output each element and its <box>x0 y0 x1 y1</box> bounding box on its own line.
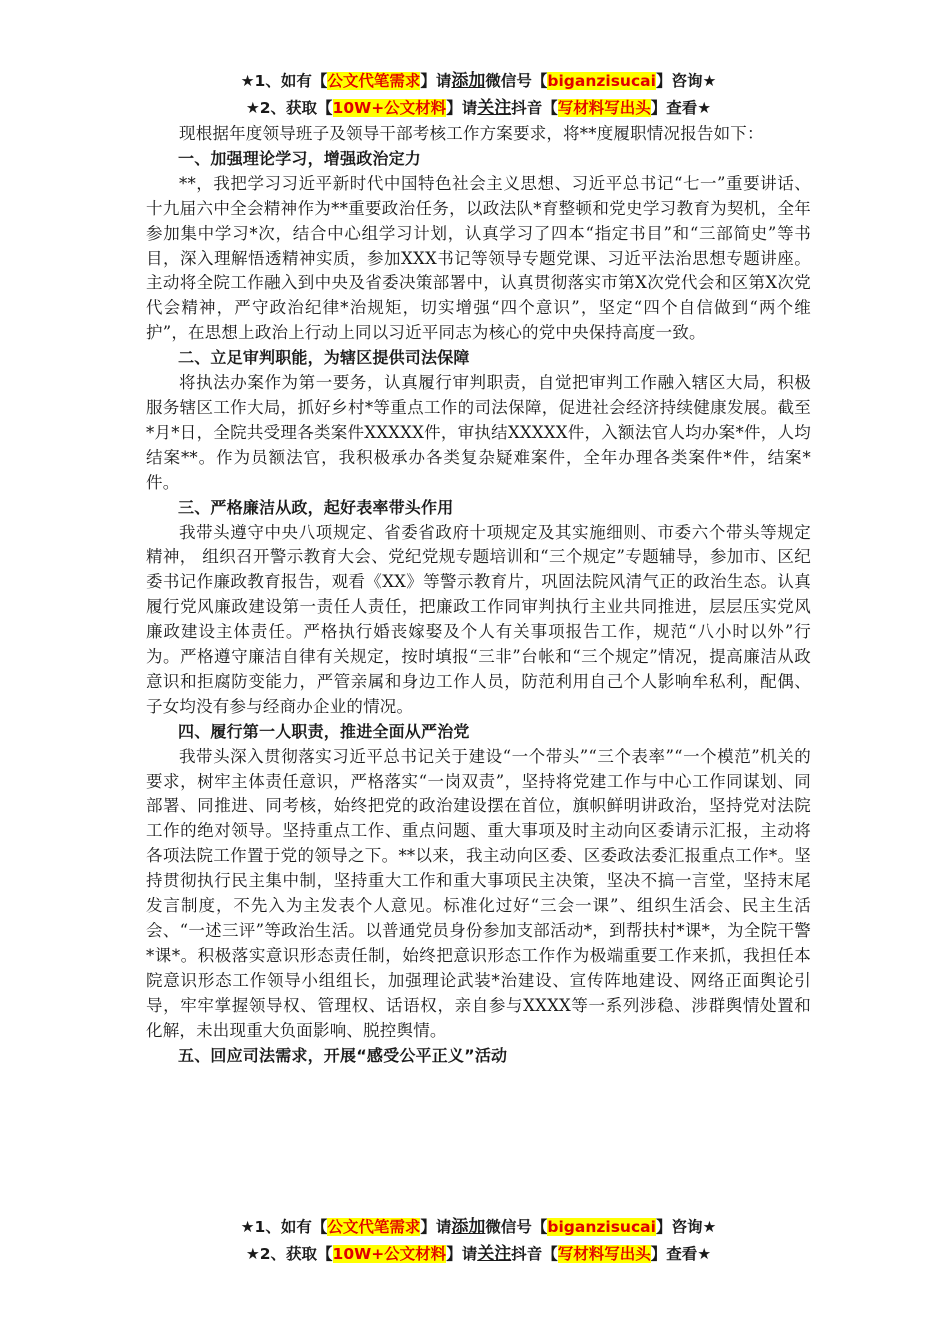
document-page <box>146 68 811 1068</box>
banner-highlight: 10W+公文材料 <box>332 1245 447 1263</box>
banner-text: 抖音【 <box>511 99 558 117</box>
section-paragraph: **，我把学习习近平新时代中国特色社会主义思想、习近平总书记“七一”重要讲话、十九届六中全会精神作为**重要政治任务，以政法队*育整顿和党史学习教育为契机，全年参加集中学习*次，结合中心组学习计划，认真学习了四本“指定书目”和“三部简史”等书目，深入理解悟透精神实质，参加XXX书记等领导专题党课、习近平法治思想专题讲座。主动将全院工作融入到中央及省委决策部署中，认真贯彻落实市第X次党代会和区第X次党代会精神，严守政治纪律*治规矩，切实增强“四个意识”，坚定“四个自信做到“两个维护”，在思想上政治上行动上同以习近平同志为核心的党中央保持高度一致。 <box>146 173 811 343</box>
banner-text: 微信号【 <box>485 1218 548 1236</box>
banner-underline: 添加 <box>451 1217 486 1237</box>
banner-text: ★2、获取【 <box>245 99 333 117</box>
banner-text: ★1、如有【 <box>240 1218 328 1236</box>
banner-line-2 <box>146 1241 811 1268</box>
section-paragraph: 我带头遵守中央八项规定、省委省政府十项规定及其实施细则、市委六个带头等规定精神， 组织召开警示教育大会、党纪党规专题培训和“三个规定”专题辅导，参加市、区纪委书记作廉政教育报告，观看《XX》等警示教育片，巩固法院风清气正的政治生态。认真履行党风廉政建设第一责任人责任，把廉政工作同审判执行主业共同推进，层层压实党风廉政建设主体责任。严格执行婚丧嫁娶及个人有关事项报告工作，规范“八小时以外”行为。严格遵守廉洁自律有关规定，按时填报“三非”台帐和“三个规定”情况，提高廉洁从政意识和拒腐防变能力，严管亲属和身边工作人员，防范利用自己个人影响牟私利，配偶、子女均没有参与经商办企业的情况。 <box>146 522 811 716</box>
banner-text: 】咨询★ <box>655 1218 717 1236</box>
banner-line-1 <box>146 68 811 95</box>
banner-text: 】咨询★ <box>655 72 717 90</box>
section-heading: 二、立足审判职能，为辖区提供司法保障 <box>178 348 470 368</box>
bottom-banner <box>146 1214 811 1268</box>
banner-text: ★2、获取【 <box>245 1245 333 1263</box>
banner-highlight: 10W+公文材料 <box>332 99 447 117</box>
banner-underline: 添加 <box>451 71 486 91</box>
banner-highlight: 写材料写出头 <box>557 99 651 117</box>
banner-highlight: 公文代笔需求 <box>327 72 421 90</box>
banner-highlight: biganzisucai <box>547 1218 656 1236</box>
banner-text: 】请 <box>446 1245 478 1263</box>
top-banner <box>146 68 811 122</box>
banner-text: 】查看★ <box>650 1245 712 1263</box>
section-paragraph: 我带头深入贯彻落实习近平总书记关于建设“一个带头”“三个表率”“一个模范”机关的要求，树牢主体责任意识，严格落实“一岗双责”，坚持将党建工作与中心工作同谋划、同部署、同推进、同考核，始终把党的政治建设摆在首位，旗帜鲜明讲政治，坚持党对法院工作的绝对领导。坚持重点工作、重点问题、重大事项及时主动向区委请示汇报，主动将各项法院工作置于党的领导之下。**以来，我主动向区委、区委政法委汇报重点工作*。坚持贯彻执行民主集中制，坚持重大工作和重大事项民主决策，坚决不搞一言堂，坚持末尾发言制度，不先入为主发表个人意见。标准化过好“三会一课”、组织生活会、民主生活会、“一述三评”等政治生活。以普通党员身份参加支部活动*，到帮扶村*课*，为全院干警*课*。积极落实意识形态责任制，始终把意识形态工作作为极端重要工作来抓，我担任本院意识形态工作领导小组组长，加强理论武装*治建设、宣传阵地建设、网络正面舆论引导，牢牢掌握领导权、管理权、话语权，亲自参与XXXX等一系列涉稳、涉群舆情处置和化解，未出现重大负面影响、脱控舆情。 <box>146 746 811 1040</box>
banner-text: 】请 <box>420 1218 452 1236</box>
banner-underline: 关注 <box>477 1244 512 1264</box>
document-body <box>146 122 811 1068</box>
banner-line-1 <box>146 1214 811 1241</box>
banner-text: 微信号【 <box>485 72 548 90</box>
banner-text: ★1、如有【 <box>240 72 328 90</box>
banner-text: 抖音【 <box>511 1245 558 1263</box>
intro-paragraph: 现根据年度领导班子及领导干部考核工作方案要求，将**度履职情况报告如下： <box>179 124 764 143</box>
section-heading: 四、履行第一人职责，推进全面从严治党 <box>178 721 470 741</box>
banner-highlight: biganzisucai <box>547 72 656 90</box>
banner-line-2 <box>146 95 811 122</box>
banner-text: 】请 <box>446 99 478 117</box>
banner-underline: 关注 <box>477 98 512 118</box>
banner-highlight: 写材料写出头 <box>557 1245 651 1263</box>
banner-text: 】请 <box>420 72 452 90</box>
banner-highlight: 公文代笔需求 <box>327 1218 421 1236</box>
section-heading: 三、严格廉洁从政，起好表率带头作用 <box>178 497 454 517</box>
section-paragraph: 将执法办案作为第一要务，认真履行审判职责，自觉把审判工作融入辖区大局，积极服务辖区工作大局，抓好乡村*等重点工作的司法保障，促进社会经济持续健康发展。截至*月*日，全院共受理各类案件XXXXX件，审执结XXXXX件，入额法官人均办案*件，人均结案**。作为员额法官，我积极承办各类复杂疑难案件，全年办理各类案件*件，结案*件。 <box>146 373 811 492</box>
section-heading: 一、加强理论学习，增强政治定力 <box>178 148 422 168</box>
banner-text: 】查看★ <box>650 99 712 117</box>
section-heading: 五、回应司法需求，开展“感受公平正义”活动 <box>178 1045 508 1065</box>
